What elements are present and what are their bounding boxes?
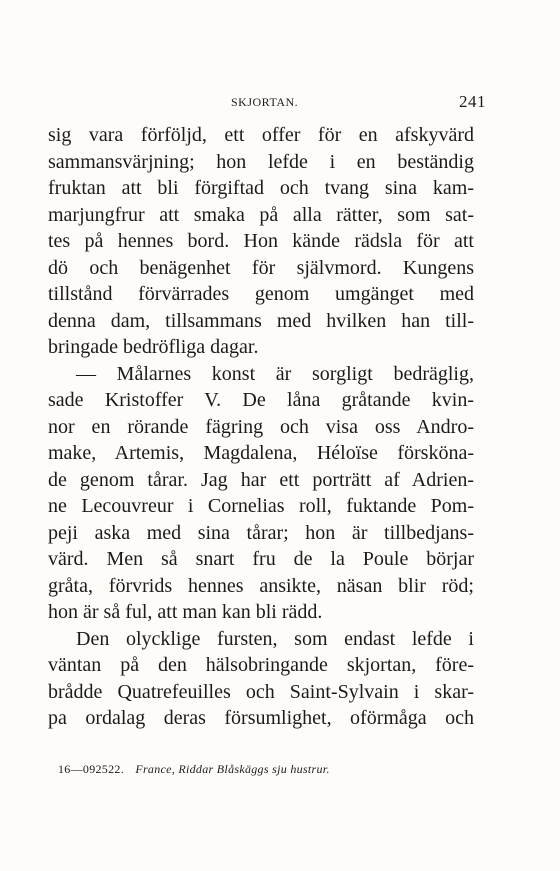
footer-signature-line xyxy=(58,762,458,777)
text-line: make, Artemis, Magdalena, Héloïse försköna- xyxy=(48,442,474,464)
text-line: ne Lecouvreur i Cornelias roll, fuktande Pom- xyxy=(48,495,474,517)
text-line: sammansvärjning; hon lefde i en beständig xyxy=(48,150,474,173)
text-line: bringade bedröfliga dagar. xyxy=(48,336,259,358)
running-head xyxy=(46,92,486,116)
running-title: SKJORTAN. xyxy=(231,95,299,109)
text-line: sade Kristoffer V. De låna gråtande kvin- xyxy=(48,389,474,411)
body-text xyxy=(48,122,474,732)
text-line: värd. Men så snart fru de la Poule börjar xyxy=(48,548,474,570)
book-reference: France, Riddar Blåskäggs sju hustrur. xyxy=(135,762,330,776)
text-line: väntan på den hälsobringande skjortan, före- xyxy=(48,654,474,676)
text-line: tes på hennes bord. Hon kände rädsla för att xyxy=(48,230,474,252)
text-line: fruktan att bli förgiftad och tvang sina kam- xyxy=(48,177,474,199)
text-line: dö och benägenhet för självmord. Kungens xyxy=(48,256,474,279)
page-number: 241 xyxy=(459,92,486,111)
text-line: nor en rörande fägring och visa oss Andro- xyxy=(48,415,474,438)
text-line: peji aska med sina tårar; hon är tillbedjans- xyxy=(48,521,474,544)
text-line: tillstånd förvärrades genom umgänget med xyxy=(48,283,474,305)
text-line: — Målarnes konst är sorgligt bedräglig, xyxy=(76,362,474,385)
text-line: sig vara förföljd, ett offer för en afskyvärd xyxy=(48,124,474,146)
text-line: marjungfrur att smaka på alla rätter, som sat- xyxy=(48,203,474,226)
text-line: pa ordalag deras försumlighet, oförmåga och xyxy=(48,707,474,729)
text-line: gråta, förvrids hennes ansikte, näsan blir röd; xyxy=(48,574,474,597)
text-line: de genom tårar. Jag har ett porträtt af Adrien- xyxy=(48,468,474,491)
signature-mark: 16—092522. xyxy=(58,762,124,776)
text-line: brådde Quatrefeuilles och Saint-Sylvain i skar- xyxy=(48,680,474,703)
text-line: Den olycklige fursten, som endast lefde i xyxy=(76,627,474,650)
text-line: denna dam, tillsammans med hvilken han till- xyxy=(48,309,474,332)
text-line: hon är så ful, att man kan bli rädd. xyxy=(48,601,323,623)
